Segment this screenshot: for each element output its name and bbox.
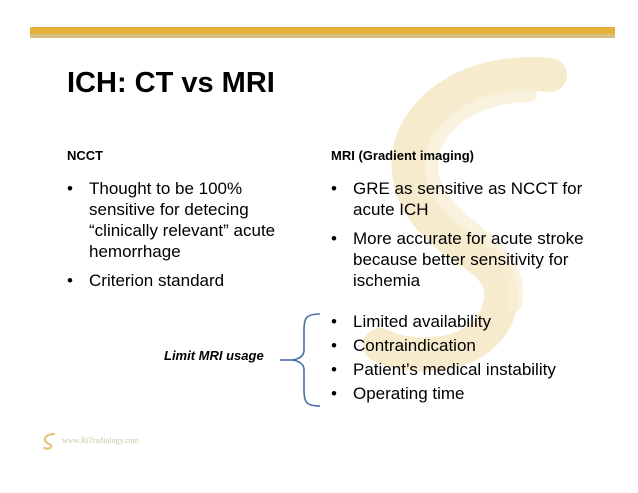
list-item: • Patient’s medical instability — [331, 359, 601, 380]
ncct-bullet-list — [67, 178, 307, 299]
limit-mri-label: Limit MRI usage — [164, 348, 264, 363]
list-item: • Contraindication — [331, 335, 601, 356]
list-item: • GRE as sensitive as NCCT for acute ICH — [331, 178, 591, 220]
mri-header: MRI (Gradient imaging) — [331, 148, 474, 163]
list-item: • Operating time — [331, 383, 601, 404]
list-item: • Limited availability — [331, 311, 601, 332]
mri-limitations-list — [331, 311, 601, 407]
footer-website: www.RiTradiology.com — [62, 436, 139, 445]
list-item: • Thought to be 100% sensitive for detecing “clinically relevant” acute hemorrhage — [67, 178, 307, 262]
logo-icon — [40, 432, 58, 450]
mri-bullet-list — [331, 178, 591, 299]
list-item: • More accurate for acute stroke because better sensitivity for ischemia — [331, 228, 591, 291]
curly-brace-icon — [280, 312, 324, 408]
top-accent-bar — [30, 27, 615, 34]
ncct-header: NCCT — [67, 148, 104, 163]
list-item: • Criterion standard — [67, 270, 307, 291]
slide-title: ICH: CT vs MRI — [67, 67, 275, 99]
